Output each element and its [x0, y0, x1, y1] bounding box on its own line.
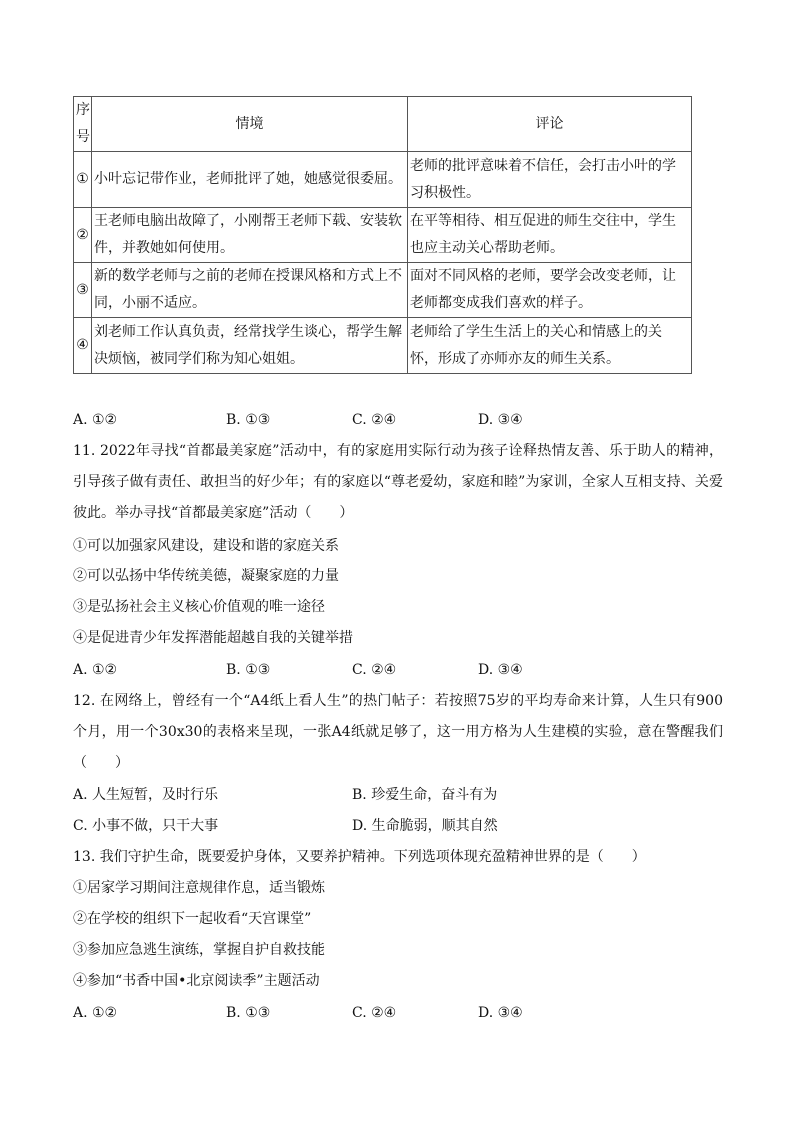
header-comment: 评论	[408, 97, 692, 152]
header-index: 序号	[74, 97, 92, 152]
row-index: ①	[74, 152, 92, 208]
option-d[interactable]: D. ③④	[478, 412, 523, 428]
situation-comment-table	[73, 96, 692, 374]
row-comment: 老师的批评意味着不信任，会打击小叶的学习积极性。	[408, 152, 692, 208]
q11-item-3: ③是弘扬社会主义核心价值观的唯一途径	[73, 599, 325, 615]
option-d[interactable]: D. 生命脆弱，顺其自然	[352, 818, 498, 834]
option-a[interactable]: A. 人生短暂，及时行乐	[73, 787, 219, 803]
option-b[interactable]: B. ①③	[226, 1005, 271, 1021]
q13-item-1: ①居家学习期间注意规律作息，适当锻炼	[73, 880, 325, 896]
option-d[interactable]: D. ③④	[478, 1005, 523, 1021]
option-b[interactable]: B. ①③	[226, 412, 271, 428]
option-b[interactable]: B. ①③	[226, 662, 271, 678]
q13-item-4: ④参加“书香中国•北京阅读季”主题活动	[73, 973, 320, 989]
option-c[interactable]: C. ②④	[352, 412, 397, 428]
row-situation: 王老师电脑出故障了，小刚帮王老师下载、安装软件，并教她如何使用。	[92, 208, 408, 263]
row-index: ④	[74, 318, 92, 374]
q11-item-2: ②可以弘扬中华传统美德，凝聚家庭的力量	[73, 568, 339, 584]
header-situation: 情境	[92, 97, 408, 152]
option-c[interactable]: C. ②④	[352, 662, 397, 678]
q11-item-4: ④是促进青少年发挥潜能超越自我的关键举措	[73, 630, 353, 646]
option-b[interactable]: B. 珍爱生命，奋斗有为	[352, 787, 498, 803]
row-comment: 老师给了学生生活上的关心和情感上的关怀，形成了亦师亦友的师生关系。	[408, 318, 692, 374]
table-header-row	[74, 97, 692, 152]
option-a[interactable]: A. ①②	[73, 412, 118, 428]
row-index: ②	[74, 208, 92, 263]
row-situation: 刘老师工作认真负责，经常找学生谈心，帮学生解决烦恼，被同学们称为知心姐姐。	[92, 318, 408, 374]
q13-stem: 13. 我们守护生命，既要爱护身体，又要养护精神。下列选项体现充盈精神世界的是（ ）	[73, 849, 646, 865]
row-comment: 面对不同风格的老师，要学会改变老师，让老师都变成我们喜欢的样子。	[408, 263, 692, 318]
row-comment: 在平等相待、相互促进的师生交往中，学生也应主动关心帮助老师。	[408, 208, 692, 263]
option-c[interactable]: C. ②④	[352, 1005, 397, 1021]
q13-item-3: ③参加应急逃生演练，掌握自护自救技能	[73, 942, 325, 958]
option-a[interactable]: A. ①②	[73, 1005, 118, 1021]
table-row	[74, 263, 692, 318]
q11-item-1: ①可以加强家风建设，建设和谐的家庭关系	[73, 538, 339, 554]
table-row	[74, 318, 692, 374]
option-d[interactable]: D. ③④	[478, 662, 523, 678]
row-situation: 小叶忘记带作业，老师批评了她，她感觉很委屈。	[92, 152, 408, 208]
row-situation: 新的数学老师与之前的老师在授课风格和方式上不同，小丽不适应。	[92, 263, 408, 318]
row-index: ③	[74, 263, 92, 318]
q12-stem: 12. 在网络上，曾经有一个“A4纸上看人生”的热门帖子：若按照75岁的平均寿命来计算，人生只有900个月，用一个30x30的表格来呈现，一张A4纸就足够了，这一用方格为人生建模的实验，意在警醒我们（ ）	[73, 693, 723, 771]
table-row	[74, 152, 692, 208]
table-row	[74, 208, 692, 263]
q13-item-2: ②在学校的组织下一起收看“天宫课堂”	[73, 911, 312, 927]
option-c[interactable]: C. 小事不做，只干大事	[73, 818, 219, 834]
q11-stem: 11. 2022年寻找“首都最美家庭”活动中，有的家庭用实际行动为孩子诠释热情友善、乐于助人的精神，引导孩子做有责任、敢担当的好少年；有的家庭以“尊老爱幼，家庭和睦”为家训，全家人互相支持、关爱彼此。举办寻找“首都最美家庭”活动（ ）	[73, 443, 723, 521]
option-a[interactable]: A. ①②	[73, 662, 118, 678]
